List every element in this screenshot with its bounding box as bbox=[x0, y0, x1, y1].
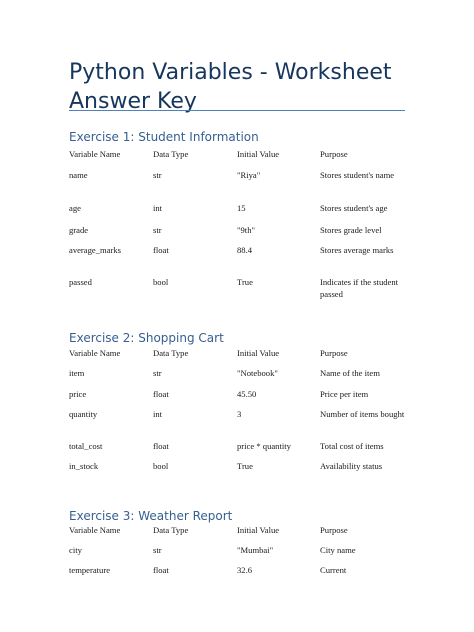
data-type-cell: str bbox=[153, 170, 162, 180]
variable-name-cell: in_stock bbox=[69, 461, 99, 471]
purpose-cell: Price per item bbox=[320, 389, 369, 399]
exercise-1-heading: Exercise 1: Student Information bbox=[69, 130, 259, 144]
column-header-variable-name: Variable Name bbox=[69, 525, 121, 535]
purpose-cell: Stores grade level bbox=[320, 225, 382, 235]
column-header-purpose: Purpose bbox=[320, 525, 348, 535]
purpose-cell: Current bbox=[320, 565, 347, 575]
variable-name-cell: item bbox=[69, 368, 85, 378]
table-row bbox=[69, 224, 409, 236]
initial-value-cell: 88.4 bbox=[237, 245, 253, 255]
table-row bbox=[69, 440, 409, 452]
data-type-cell: str bbox=[153, 225, 162, 235]
purpose-cell: Total cost of items bbox=[320, 441, 384, 451]
purpose-cell: Indicates if the student passed bbox=[320, 277, 399, 299]
table-row bbox=[69, 388, 409, 400]
variable-name-cell: name bbox=[69, 170, 88, 180]
purpose-cell: Availability status bbox=[320, 461, 383, 471]
data-type-cell: int bbox=[153, 203, 163, 213]
purpose-cell: Name of the item bbox=[320, 368, 380, 378]
initial-value-cell: "9th" bbox=[237, 225, 255, 235]
column-header-variable-name: Variable Name bbox=[69, 348, 121, 358]
variable-name-cell: price bbox=[69, 389, 87, 399]
initial-value-cell: price * quantity bbox=[237, 441, 291, 451]
table-row bbox=[69, 460, 409, 472]
initial-value-cell: "Riya" bbox=[237, 170, 261, 180]
purpose-cell: Stores average marks bbox=[320, 245, 394, 255]
table-row bbox=[69, 169, 409, 193]
data-type-cell: float bbox=[153, 565, 169, 575]
table-row bbox=[69, 276, 409, 300]
table-row bbox=[69, 367, 409, 379]
table-row bbox=[69, 202, 409, 214]
initial-value-cell: "Notebook" bbox=[237, 368, 278, 378]
table-row bbox=[69, 544, 409, 556]
column-header-initial-value: Initial Value bbox=[237, 348, 280, 358]
data-type-cell: int bbox=[153, 409, 163, 419]
variable-name-cell: city bbox=[69, 545, 82, 555]
column-header-data-type: Data Type bbox=[153, 525, 189, 535]
table-row bbox=[69, 244, 409, 268]
title-divider bbox=[69, 110, 405, 111]
initial-value-cell: 15 bbox=[237, 203, 246, 213]
table-header-row bbox=[69, 148, 409, 160]
purpose-cell: Stores student's age bbox=[320, 203, 388, 213]
exercise-3-heading: Exercise 3: Weather Report bbox=[69, 509, 233, 523]
exercise-2-section bbox=[69, 330, 409, 472]
page-title: Python Variables - Worksheet Answer Key bbox=[69, 60, 392, 114]
column-header-data-type: Data Type bbox=[153, 348, 189, 358]
initial-value-cell: "Mumbai" bbox=[237, 545, 274, 555]
initial-value-cell: 45.50 bbox=[237, 389, 257, 399]
data-type-cell: bool bbox=[153, 461, 169, 471]
initial-value-cell: 32.6 bbox=[237, 565, 253, 575]
data-type-cell: str bbox=[153, 368, 162, 378]
initial-value-cell: True bbox=[237, 461, 253, 471]
data-type-cell: float bbox=[153, 245, 169, 255]
exercise-2-heading: Exercise 2: Shopping Cart bbox=[69, 331, 224, 345]
table-header-row bbox=[69, 524, 409, 536]
variable-name-cell: grade bbox=[69, 225, 89, 235]
column-header-variable-name: Variable Name bbox=[69, 149, 121, 159]
data-type-cell: str bbox=[153, 545, 162, 555]
column-header-initial-value: Initial Value bbox=[237, 525, 280, 535]
purpose-cell: City name bbox=[320, 545, 356, 555]
exercise-1-section bbox=[69, 129, 409, 300]
table-row bbox=[69, 564, 409, 576]
purpose-cell: Stores student's name bbox=[320, 170, 395, 180]
data-type-cell: float bbox=[153, 389, 169, 399]
initial-value-cell: True bbox=[237, 277, 253, 287]
variable-name-cell: total_cost bbox=[69, 441, 103, 451]
variable-name-cell: quantity bbox=[69, 409, 98, 419]
data-type-cell: float bbox=[153, 441, 169, 451]
purpose-cell: Number of items bought bbox=[320, 409, 405, 419]
column-header-purpose: Purpose bbox=[320, 348, 348, 358]
variable-name-cell: average_marks bbox=[69, 245, 122, 255]
initial-value-cell: 3 bbox=[237, 409, 242, 419]
variable-name-cell: age bbox=[69, 203, 81, 213]
variable-name-cell: temperature bbox=[69, 565, 111, 575]
column-header-purpose: Purpose bbox=[320, 149, 348, 159]
column-header-data-type: Data Type bbox=[153, 149, 189, 159]
table-header-row bbox=[69, 347, 409, 359]
table-row bbox=[69, 408, 409, 432]
data-type-cell: bool bbox=[153, 277, 169, 287]
exercise-3-section bbox=[69, 508, 409, 576]
variable-name-cell: passed bbox=[69, 277, 92, 287]
column-header-initial-value: Initial Value bbox=[237, 149, 280, 159]
